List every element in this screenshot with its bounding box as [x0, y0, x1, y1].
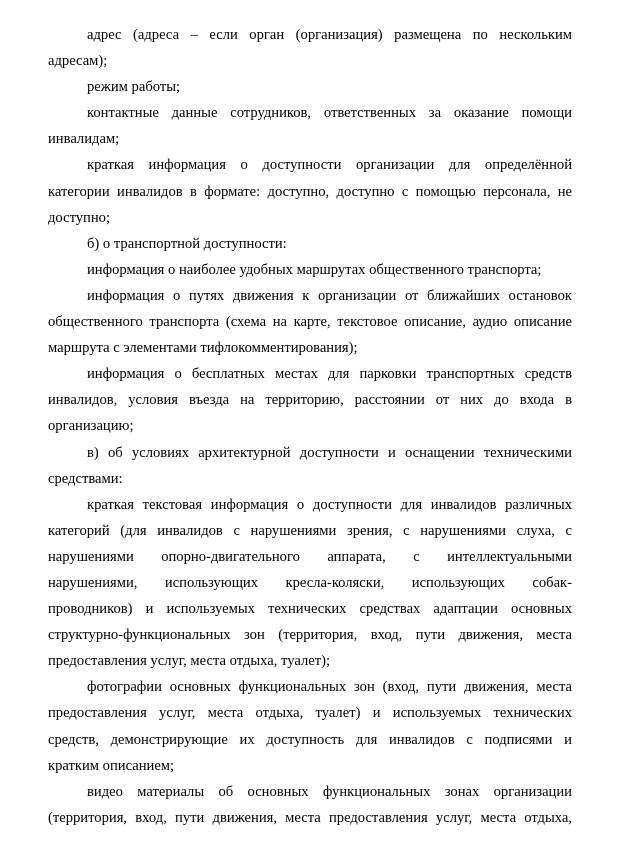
text-line: краткая информация о доступности организации для определённой	[87, 157, 572, 174]
paragraph-parking	[48, 361, 572, 439]
text-line: контактные данные сотрудников, ответственных за оказание помощи	[87, 105, 572, 122]
text-line: доступно;	[48, 209, 111, 226]
text-line: режим работы;	[87, 79, 181, 96]
document-page	[48, 22, 572, 831]
text-line: средствами:	[48, 470, 123, 487]
text-line: адрес (адреса – если орган (организация) размещена по нескольким	[87, 27, 572, 43]
paragraph-photos	[48, 674, 572, 778]
text-line: предоставления услуг, места отдыха, туалет);	[48, 653, 330, 670]
text-line: инвалидам;	[48, 131, 120, 148]
paragraph-paths	[48, 283, 572, 361]
text-line: информация о наиболее удобных маршрутах общественного транспорта;	[87, 261, 542, 278]
paragraph-accessibility-brief	[48, 152, 572, 230]
paragraph-routes	[48, 257, 572, 283]
text-line: категорий (для инвалидов с нарушениями зрения, с нарушениями слуха, с	[48, 522, 572, 539]
text-line: структурно-функциональных зон (территория, вход, пути движения, места	[48, 627, 572, 644]
text-line: проводников) и используемых технических средствах адаптации основных	[48, 601, 572, 618]
text-line: общественного транспорта (схема на карте, текстовое описание, аудио описание	[48, 314, 572, 331]
text-line: видео материалы об основных функциональных зонах организации	[87, 783, 572, 800]
text-line: организацию;	[48, 418, 134, 435]
text-line: информация о путях движения к организации от ближайших остановок	[87, 287, 572, 304]
text-line: нарушениями опорно-двигательного аппарата, с интеллектуальными	[48, 548, 572, 565]
text-line: предоставления услуг, места отдыха, туалет) и используемых технических	[48, 705, 572, 722]
text-line: маршрута с элементами тифлокомментирования);	[48, 340, 358, 357]
paragraph-section-v-heading	[48, 440, 572, 492]
text-line: фотографии основных функциональных зон (вход, пути движения, места	[87, 679, 572, 696]
paragraph-video	[48, 779, 572, 831]
paragraph-work-hours	[48, 74, 572, 100]
text-line: в) об условиях архитектурной доступности и оснащении техническими	[87, 444, 572, 461]
text-line: информация о бесплатных местах для парковки транспортных средств	[87, 366, 572, 383]
text-line: краткая текстовая информация о доступности для инвалидов различных	[87, 496, 572, 513]
text-line: нарушениями, использующих кресла-коляски, использующих собак-	[48, 574, 572, 591]
text-line: инвалидов, условия въезда на территорию, расстоянии от них до входа в	[48, 392, 572, 409]
text-line: категории инвалидов в формате: доступно, доступно с помощью персонала, не	[48, 183, 572, 200]
text-line: кратким описанием;	[48, 757, 175, 774]
text-line: адресам);	[48, 53, 108, 70]
paragraph-text-info	[48, 492, 572, 675]
text-line: (территория, вход, пути движения, места предоставления услуг, места отдыха,	[48, 809, 572, 826]
paragraph-contacts	[48, 100, 572, 152]
paragraph-address	[48, 22, 572, 74]
text-line: б) о транспортной доступности:	[87, 235, 287, 252]
paragraph-section-b-heading	[48, 231, 572, 257]
text-line: средств, демонстрирующие их доступность для инвалидов с подписями и	[48, 731, 572, 748]
